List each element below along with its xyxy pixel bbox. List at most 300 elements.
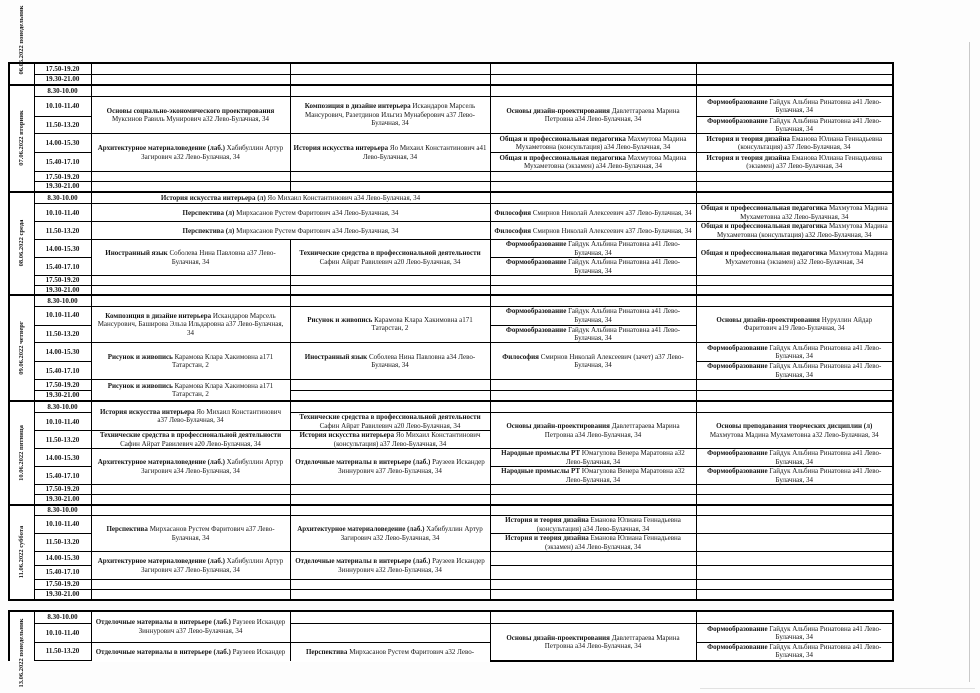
time-slot: 11.50-13.20	[34, 325, 91, 343]
lesson-details: Гайдук Альбина Ринатовна а41 Лево-Булачная, 34	[568, 325, 681, 342]
empty-cell	[696, 276, 893, 285]
empty-cell	[290, 63, 490, 74]
lesson-details: Раузеев Искандер Зиннурович а37 Лево-Булачная, 34	[138, 618, 286, 635]
lesson-details: Раузеев Искандер	[232, 647, 286, 656]
lesson-cell	[490, 306, 696, 325]
empty-cell	[290, 391, 490, 401]
subject-name: Иностранный язык	[304, 352, 368, 361]
empty-cell	[696, 580, 893, 590]
subject-name: Отделочные материалы в интерьере (лаб.)	[295, 458, 431, 467]
subject-name: Перспектива (л)	[182, 226, 235, 235]
lesson-details: Хабибуллин Артур Загирович а32 Лево-Булачная, 34	[340, 525, 483, 542]
empty-cell	[696, 63, 893, 74]
empty-cell	[696, 401, 893, 413]
lesson-cell	[91, 96, 290, 134]
subject-name: Архитектурное материаловедение (лаб.)	[97, 458, 225, 467]
lesson-cell	[490, 134, 696, 153]
subject-name: Композиция в дизайне интерьера	[304, 102, 411, 111]
lesson-details: Махмутова Мадина Мухаметовна а32 Лево-Булачная, 34	[709, 430, 879, 439]
time-slot: 10.10-11.40	[34, 624, 91, 643]
empty-cell	[91, 505, 290, 516]
subject-name: Формообразование	[505, 325, 567, 334]
time-slot: 17.50-19.20	[34, 172, 91, 182]
time-slot: 15.40-17.10	[34, 362, 91, 380]
empty-cell	[490, 380, 696, 391]
subject-name: Формообразование	[505, 307, 567, 316]
empty-cell	[290, 580, 490, 590]
lesson-details: Гайдук Альбина Ринатовна а41 Лево-Булачная, 34	[769, 362, 882, 379]
lesson-details: Махмутова Мадина Мухаметовна а32 Лево-Булачная, 34	[740, 204, 888, 221]
time-slot: 17.50-19.20	[34, 276, 91, 285]
time-slot: 14.00-15.30	[34, 134, 91, 153]
schedule-table-week	[8, 5, 894, 601]
day-label-cell	[9, 505, 34, 600]
empty-cell	[696, 380, 893, 391]
empty-cell	[290, 182, 490, 192]
day-label: 07.06.2022 вторник	[17, 110, 25, 167]
day-label-cell	[9, 401, 34, 505]
subject-name: Рисунок и живопись	[107, 352, 173, 361]
subject-name: Рисунок и живопись	[307, 316, 373, 325]
lesson-details: Карамова Клара Хакимовна а171 Татарстан, 2	[172, 352, 274, 370]
lesson-details: Гайдук Альбина Ринатовна а41 Лево-Булачная, 34	[568, 258, 681, 275]
lesson-cell	[91, 449, 290, 485]
lesson-details: Мирхасанов Рустем Фаритович а37 Лево-Булачная, 34	[149, 525, 275, 542]
empty-cell	[490, 276, 696, 285]
empty-cell	[290, 505, 490, 516]
lesson-cell	[696, 204, 893, 222]
lesson-details: Мирхасанов Рустем Фаритович а34 Лево-Булачная, 34	[236, 226, 399, 235]
empty-cell	[696, 611, 893, 624]
subject-name: Формообразование	[505, 240, 567, 249]
lesson-cell	[696, 643, 893, 661]
lesson-cell	[91, 306, 290, 343]
lesson-cell	[290, 431, 490, 449]
subject-name: История искусства интерьера (л)	[160, 193, 266, 202]
lesson-details: Еманова Юлиана Геннадьевна (экзамен) а37 Лево-Булачная, 34	[746, 153, 883, 171]
time-slot: 14.00-15.30	[34, 343, 91, 362]
lesson-details: Гайдук Альбина Ринатовна а41 Лево-Булачная, 34	[769, 343, 882, 361]
lesson-cell	[91, 516, 290, 552]
subject-name: Формообразование	[707, 343, 768, 352]
day-label: 11.06.2022 суббота	[17, 525, 25, 579]
lesson-cell	[290, 643, 490, 661]
empty-cell	[290, 401, 490, 413]
empty-cell	[696, 516, 893, 534]
lesson-cell	[490, 153, 696, 172]
lesson-details: Яо Михаил Константинович а41 Лево-Булачная, 34	[362, 144, 487, 161]
lesson-details: Махмутова Мадина Мухаметовна (консультация) а34 Лево-Булачная, 34	[515, 134, 687, 152]
lesson-details: Хабибуллин Артур Загирович а37 Лево-Булачная, 34	[141, 557, 284, 574]
lesson-cell	[696, 96, 893, 116]
subject-name: Архитектурное материаловедение (лаб.)	[297, 525, 425, 534]
time-slot: 11.50-13.20	[34, 643, 91, 661]
subject-name: История и теория дизайна	[505, 516, 589, 525]
lesson-details: Сафин Айрат Равилевич а20 Лево-Булачная, 34	[319, 257, 461, 266]
subject-name: Формообразование	[707, 467, 768, 476]
lesson-details: Муксинов Равиль Мунирович а32 Лево-Булачная, 34	[112, 114, 269, 123]
subject-name: Формообразование	[707, 449, 768, 458]
lesson-cell	[290, 134, 490, 172]
time-slot: 17.50-19.20	[34, 580, 91, 590]
subject-name: Философия	[494, 208, 532, 217]
day-label: 06.06.2022 понедельник	[17, 5, 25, 75]
subject-name: Архитектурное материаловедение (лаб.)	[97, 557, 225, 566]
lesson-details: Гайдук Альбина Ринатовна а41 Лево-Булачная, 34	[769, 116, 882, 133]
lesson-details: Махмутова Мадина Мухаметовна (экзамен) а32 Лево-Булачная, 34	[725, 249, 888, 266]
subject-name: Отделочные материалы в интерьере (лаб.)	[95, 618, 231, 627]
empty-cell	[696, 295, 893, 306]
subject-name: Технические средства в профессиональной деятельности	[299, 249, 481, 258]
empty-cell	[696, 85, 893, 96]
empty-cell	[696, 566, 893, 580]
lesson-details: Сафин Айрат Равилевич а20 Лево-Булачная, 34	[319, 421, 461, 430]
lesson-details: Мирхасанов Рустем Фаритович а34 Лево-Булачная, 34	[236, 208, 399, 217]
subject-name: Основы социально-экономического проектирования	[106, 106, 275, 115]
lesson-cell	[290, 96, 490, 134]
lesson-details: Давлетгараева Марина Петровна а34 Лево-Булачная, 34	[544, 106, 680, 123]
subject-name: Философия	[502, 352, 539, 361]
empty-cell	[290, 85, 490, 96]
lesson-cell	[696, 467, 893, 485]
lesson-cell	[696, 413, 893, 449]
day-label: 08.06.2022 среда	[17, 220, 25, 267]
empty-cell	[91, 495, 290, 505]
lesson-details: Мирхасанов Рустем Фаритович а32 Лево-	[349, 647, 475, 656]
subject-name: Архитектурное материаловедение (лаб.)	[97, 144, 225, 153]
empty-cell	[490, 74, 696, 85]
time-slot: 17.50-19.20	[34, 63, 91, 74]
lesson-details: Гайдук Альбина Ринатовна а41 Лево-Булачная, 34	[568, 240, 681, 257]
empty-cell	[91, 63, 290, 74]
lesson-cell	[290, 413, 490, 431]
lesson-details: Гайдук Альбина Ринатовна а41 Лево-Булачная, 34	[769, 449, 882, 466]
time-slot: 8.30-10.00	[34, 401, 91, 413]
lesson-cell	[290, 343, 490, 380]
time-slot: 11.50-13.20	[34, 534, 91, 552]
lesson-details: Яо Михаил Константинович а37 Лево-Булачная, 34	[157, 407, 282, 425]
lesson-cell	[290, 306, 490, 343]
subject-name: Общая и профессиональная педагогика	[700, 249, 828, 258]
lesson-cell	[91, 204, 490, 222]
empty-cell	[490, 295, 696, 306]
subject-name: Формообразование	[505, 258, 567, 267]
time-slot: 15.40-17.10	[34, 467, 91, 485]
empty-cell	[91, 74, 290, 85]
lesson-details: Смирнов Николай Алексеевич а37 Лево-Булачная, 34	[532, 208, 692, 217]
subject-name: Основы преподавания творческих дисциплин (л)	[716, 422, 873, 431]
lesson-cell	[490, 222, 696, 240]
time-slot: 19.30-21.00	[34, 391, 91, 401]
time-slot: 8.30-10.00	[34, 85, 91, 96]
empty-cell	[290, 285, 490, 295]
lesson-cell	[696, 240, 893, 276]
lesson-details: Раузеев Искандер Зиннурович а32 Лево-Булачная, 34	[338, 557, 485, 574]
lesson-cell	[490, 467, 696, 485]
subject-name: Основы дизайн-проектирования	[506, 106, 610, 115]
empty-cell	[490, 485, 696, 495]
empty-cell	[91, 172, 290, 182]
empty-cell	[696, 534, 893, 552]
subject-name: Общая и профессиональная педагогика	[700, 222, 828, 231]
empty-cell	[490, 85, 696, 96]
subject-name: Народные промыслы РТ	[501, 467, 581, 476]
lesson-details: Яо Михаил Константинович а34 Лево-Булачная, 34	[267, 193, 421, 202]
lesson-cell	[490, 96, 696, 134]
lesson-cell	[91, 552, 290, 580]
time-slot: 11.50-13.20	[34, 116, 91, 134]
lesson-cell	[490, 534, 696, 552]
day-label: 09.06.2022 четверг	[17, 321, 25, 375]
subject-name: Формообразование	[707, 116, 768, 125]
empty-cell	[91, 285, 290, 295]
lesson-details: Нуруллин Айдар Фаритович а19 Лево-Булачная, 34	[743, 316, 873, 333]
empty-cell	[490, 172, 696, 182]
empty-cell	[490, 182, 696, 192]
lesson-details: Давлетгараева Марина Петровна а34 Лево-Булачная, 34	[544, 633, 680, 650]
subject-name: Иностранный язык	[105, 249, 168, 258]
lesson-cell	[490, 343, 696, 380]
day-label-cell	[9, 192, 34, 295]
subject-name: Основы дизайн-проектирования	[716, 316, 820, 325]
lesson-cell	[490, 240, 696, 258]
day-label-cell	[9, 295, 34, 401]
empty-cell	[290, 590, 490, 600]
schedule-sheet	[8, 5, 894, 688]
empty-cell	[490, 401, 696, 413]
empty-cell	[696, 590, 893, 600]
time-slot: 8.30-10.00	[34, 192, 91, 204]
day-label-cell	[9, 85, 34, 192]
empty-cell	[696, 74, 893, 85]
lesson-details: Гайдук Альбина Ринатовна а41 Лево-Булачная, 34	[769, 643, 882, 660]
empty-cell	[490, 552, 696, 566]
subject-name: Перспектива	[305, 647, 348, 656]
lesson-details: Гайдук Альбина Ринатовна а41 Лево-Булачная, 34	[769, 97, 882, 114]
time-slot: 10.10-11.40	[34, 306, 91, 325]
empty-cell	[91, 295, 290, 306]
time-slot: 10.10-11.40	[34, 204, 91, 222]
empty-cell	[696, 182, 893, 192]
lesson-cell	[696, 362, 893, 380]
subject-name: Перспектива (л)	[182, 208, 235, 217]
empty-cell	[696, 391, 893, 401]
day-label-cell	[9, 611, 34, 688]
empty-cell	[91, 580, 290, 590]
subject-name: История искусства интерьера	[99, 407, 195, 416]
subject-name: Технические средства в профессиональной деятельности	[299, 413, 481, 422]
time-slot: 8.30-10.00	[34, 611, 91, 624]
lesson-details: Юмагулова Венера Маратовна а32 Лево-Булачная, 34	[565, 467, 685, 484]
empty-cell	[290, 485, 490, 495]
empty-cell	[490, 590, 696, 600]
subject-name: Формообразование	[707, 643, 768, 652]
empty-cell	[696, 495, 893, 505]
empty-cell	[91, 85, 290, 96]
empty-cell	[490, 505, 696, 516]
scan-page-edge	[969, 42, 970, 682]
subject-name: Технические средства в профессиональной деятельности	[99, 431, 282, 440]
time-slot: 10.10-11.40	[34, 516, 91, 534]
time-slot: 8.30-10.00	[34, 295, 91, 306]
time-slot: 15.40-17.10	[34, 153, 91, 172]
lesson-cell	[490, 449, 696, 467]
lesson-cell	[490, 413, 696, 449]
subject-name: Основы дизайн-проектирования	[506, 633, 610, 642]
day-label: 13.06.2022 понедельник	[17, 618, 25, 688]
lesson-details: Смирнов Николай Алексеевич а37 Лево-Булачная, 34	[532, 226, 692, 235]
lesson-details: Искандаров Марсель Мансурович, Баширова Эльза Ильдаровна а37 Лево-Булачная, 34	[97, 311, 284, 337]
empty-cell	[290, 611, 490, 624]
time-slot: 14.00-15.30	[34, 240, 91, 258]
lesson-cell	[696, 449, 893, 467]
lesson-details: Хабибуллин Артур Загирович а34 Лево-Булачная, 34	[141, 458, 284, 475]
day-label: 10.06.2022 пятница	[17, 424, 25, 481]
lesson-details: Махмутова Мадина Мухаметовна (консультация) а32 Лево-Булачная, 34	[717, 222, 888, 239]
empty-cell	[490, 580, 696, 590]
empty-cell	[91, 485, 290, 495]
lesson-details: Соболева Нина Павловна а37 Лево-Булачная, 34	[169, 249, 276, 266]
lesson-cell	[91, 240, 290, 276]
lesson-details: Махмутова Мадина Мухаметовна (экзамен) а34 Лево-Булачная, 34	[523, 153, 687, 171]
subject-name: История искусства интерьера	[299, 431, 395, 440]
empty-cell	[290, 74, 490, 85]
lesson-cell	[290, 516, 490, 552]
lesson-details: Раузеев Искандер Зиннурович а37 Лево-Булачная, 34	[338, 458, 485, 475]
lesson-cell	[490, 624, 696, 661]
subject-name: Перспектива	[106, 525, 148, 534]
lesson-cell	[696, 134, 893, 153]
time-slot: 15.40-17.10	[34, 566, 91, 580]
empty-cell	[696, 192, 893, 204]
day-label-cell	[9, 5, 34, 85]
lesson-cell	[490, 325, 696, 343]
lesson-cell	[290, 240, 490, 276]
time-slot: 11.50-13.20	[34, 222, 91, 240]
lesson-cell	[696, 624, 893, 643]
lesson-details: Соболева Нина Павловна а34 Лево-Булачная, 34	[368, 352, 476, 370]
lesson-cell	[696, 222, 893, 240]
empty-cell	[490, 192, 696, 204]
lesson-details: Гайдук Альбина Ринатовна а41 Лево-Булачная, 34	[769, 467, 882, 484]
subject-name: История и теория дизайна	[706, 153, 790, 162]
empty-cell	[490, 391, 696, 401]
scan-page-edge-bottom	[700, 688, 975, 689]
empty-cell	[490, 285, 696, 295]
subject-name: Народные промыслы РТ	[501, 449, 581, 458]
lesson-cell	[91, 401, 290, 431]
lesson-cell	[91, 643, 290, 661]
lesson-cell	[91, 134, 290, 172]
empty-cell	[696, 505, 893, 516]
time-slot: 17.50-19.20	[34, 485, 91, 495]
subject-name: Основы дизайн-проектирования	[506, 422, 610, 431]
time-slot: 14.00-15.30	[34, 449, 91, 467]
subject-name: Отделочные материалы в интерьере (лаб.)	[95, 647, 231, 656]
lesson-details: Хабибуллин Артур Загирович а32 Лево-Булачная, 34	[141, 144, 284, 161]
time-slot: 19.30-21.00	[34, 285, 91, 295]
subject-name: Общая и профессиональная педагогика	[499, 134, 626, 143]
lesson-cell	[290, 552, 490, 580]
empty-cell	[490, 495, 696, 505]
subject-name: Общая и профессиональная педагогика	[700, 204, 828, 213]
time-slot: 8.30-10.00	[34, 505, 91, 516]
subject-name: Формообразование	[707, 624, 768, 633]
empty-cell	[91, 590, 290, 600]
lesson-details: Карамова Клара Хакимовна а171 Татарстан, 2	[371, 316, 473, 333]
empty-cell	[290, 624, 490, 643]
lesson-cell	[696, 153, 893, 172]
lesson-cell	[91, 192, 490, 204]
lesson-cell	[91, 611, 290, 643]
empty-cell	[490, 566, 696, 580]
lesson-cell	[91, 431, 290, 449]
empty-cell	[91, 276, 290, 285]
empty-cell	[290, 295, 490, 306]
time-slot: 10.10-11.40	[34, 413, 91, 431]
lesson-cell	[91, 222, 490, 240]
subject-name: История и теория дизайна	[706, 134, 790, 143]
lesson-cell	[490, 258, 696, 276]
subject-name: Общая и профессиональная педагогика	[499, 153, 626, 162]
time-slot: 19.30-21.00	[34, 590, 91, 600]
lesson-cell	[91, 380, 290, 401]
lesson-cell	[490, 204, 696, 222]
lesson-cell	[290, 449, 490, 485]
subject-name: История искусства интерьера	[293, 144, 389, 153]
time-slot: 19.30-21.00	[34, 74, 91, 85]
subject-name: Формообразование	[707, 97, 768, 106]
lesson-details: Еманова Юлиана Геннадьевна (консультация) а34 Лево-Булачная, 34	[536, 516, 681, 533]
time-slot: 19.30-21.00	[34, 182, 91, 192]
time-slot: 19.30-21.00	[34, 495, 91, 505]
time-slot: 11.50-13.20	[34, 431, 91, 449]
lesson-cell	[696, 343, 893, 362]
lesson-details: Юмагулова Венера Маратовна а32 Лево-Булачная, 34	[565, 449, 685, 466]
time-slot: 14.00-15.30	[34, 552, 91, 566]
time-slot: 10.10-11.40	[34, 96, 91, 116]
empty-cell	[490, 611, 696, 624]
lesson-cell	[696, 116, 893, 134]
empty-cell	[290, 495, 490, 505]
empty-cell	[91, 182, 290, 192]
empty-cell	[290, 172, 490, 182]
subject-name: Формообразование	[707, 362, 768, 371]
lesson-details: Еманова Юлиана Геннадьевна (консультация) а37 Лево-Булачная, 34	[738, 134, 883, 152]
time-slot: 15.40-17.10	[34, 258, 91, 276]
subject-name: Композиция в дизайне интерьера	[105, 311, 212, 320]
lesson-details: Еманова Юлиана Геннадьевна (экзамен) а34 Лево-Булачная, 34	[544, 534, 681, 551]
empty-cell	[290, 276, 490, 285]
subject-name: Отделочные материалы в интерьере (лаб.)	[295, 557, 431, 566]
lesson-details: Давлетгараева Марина Петровна а34 Лево-Булачная, 34	[544, 422, 680, 439]
lesson-details: Смирнов Николай Алексеевич (зачет) а37 Лево-Булачная, 34	[540, 352, 684, 370]
lesson-cell	[91, 343, 290, 380]
lesson-details: Искандаров Марсель Мансурович, Разетдинов Ильгиз Мунаберович а37 Лево-Булачная, 34	[304, 102, 476, 128]
empty-cell	[490, 63, 696, 74]
empty-cell	[696, 172, 893, 182]
subject-name: История и теория дизайна	[505, 534, 589, 543]
empty-cell	[290, 380, 490, 391]
lesson-details: Гайдук Альбина Ринатовна а41 Лево-Булачная, 34	[568, 307, 681, 324]
empty-cell	[696, 552, 893, 566]
lesson-details: Яо Михаил Константинович (консультация) а37 Лево-Булачная, 34	[333, 431, 481, 448]
lesson-details: Сафин Айрат Равилевич а20 Лево-Булачная, 34	[120, 439, 261, 448]
time-slot: 17.50-19.20	[34, 380, 91, 391]
lesson-cell	[490, 516, 696, 534]
empty-cell	[696, 485, 893, 495]
subject-name: Рисунок и живопись	[107, 381, 173, 390]
